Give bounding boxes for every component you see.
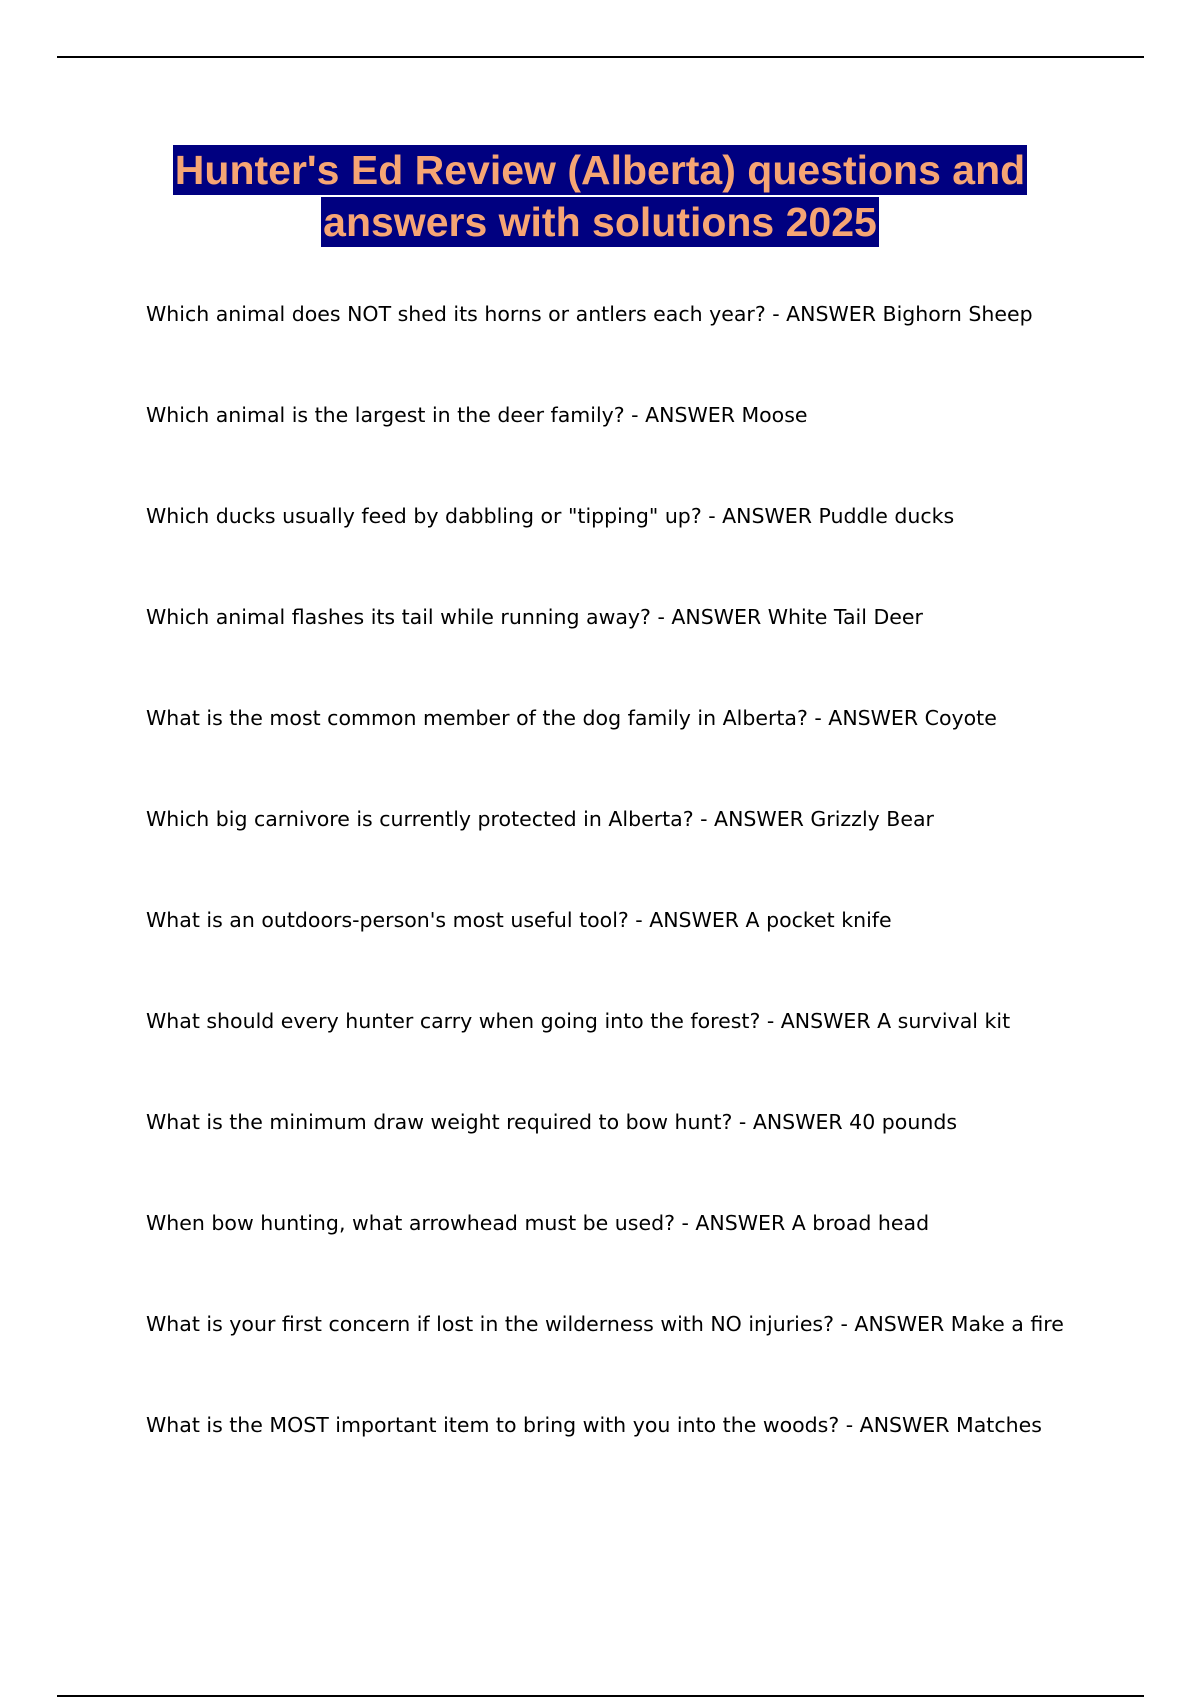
title-line-1: Hunter's Ed Review (Alberta) questions and [174, 147, 1026, 193]
qa-item-7: What is an outdoors-person's most useful tool? - ANSWER A pocket knife [146, 908, 892, 932]
qa-item-3: Which ducks usually feed by dabbling or "tipping" up? - ANSWER Puddle ducks [146, 504, 955, 528]
qa-item-11: What is your first concern if lost in the wilderness with NO injuries? - ANSWER Make a fire [146, 1312, 1064, 1336]
qa-item-5: What is the most common member of the dog family in Alberta? - ANSWER Coyote [146, 706, 997, 730]
qa-item-2: Which animal is the largest in the deer family? - ANSWER Moose [146, 403, 808, 427]
header-rule [57, 56, 1144, 58]
title-line-2: answers with solutions 2025 [323, 199, 877, 245]
qa-item-10: When bow hunting, what arrowhead must be used? - ANSWER A broad head [146, 1211, 930, 1235]
qa-item-9: What is the minimum draw weight required to bow hunt? - ANSWER 40 pounds [146, 1110, 958, 1134]
qa-item-12: What is the MOST important item to bring with you into the woods? - ANSWER Matches [146, 1413, 1042, 1437]
document-title [0, 144, 1200, 248]
qa-item-6: Which big carnivore is currently protected in Alberta? - ANSWER Grizzly Bear [146, 807, 934, 831]
qa-item-1: Which animal does NOT shed its horns or antlers each year? - ANSWER Bighorn Sheep [146, 302, 1033, 326]
footer-rule [57, 1695, 1144, 1697]
qa-list [146, 297, 1146, 1509]
qa-item-4: Which animal flashes its tail while running away? - ANSWER White Tail Deer [146, 605, 923, 629]
qa-item-8: What should every hunter carry when going into the forest? - ANSWER A survival kit [146, 1009, 1011, 1033]
